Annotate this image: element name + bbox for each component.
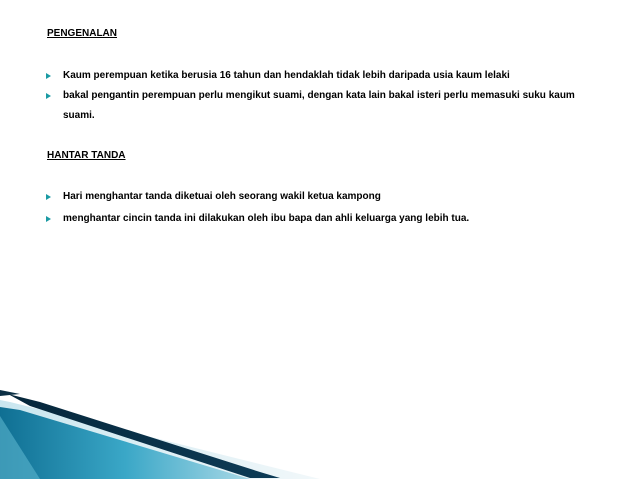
bullet-text: Kaum perempuan ketika berusia 16 tahun dan hendaklah tidak lebih daripada usia kaum lelaki	[63, 70, 510, 81]
bullet-text: Hari menghantar tanda diketuai oleh seorang wakil ketua kampong	[63, 191, 381, 202]
bullet-text: menghantar cincin tanda ini dilakukan oleh ibu bapa dan ahli keluarga yang lebih tua.	[63, 213, 470, 224]
bullet-text: bakal pengantin perempuan perlu mengikut suami, dengan kata lain bakal isteri perlu memasuki suku kaum suami.	[63, 90, 575, 121]
section-heading-hantar-tanda: HANTAR TANDA	[47, 150, 126, 161]
bullet-arrow-icon	[46, 216, 51, 222]
decorative-wave-graphic	[0, 380, 380, 479]
bullet-arrow-icon	[46, 73, 51, 79]
bullet-arrow-icon	[46, 194, 51, 200]
bullet-arrow-icon	[46, 93, 51, 99]
section-heading-pengenalan: PENGENALAN	[47, 28, 118, 39]
